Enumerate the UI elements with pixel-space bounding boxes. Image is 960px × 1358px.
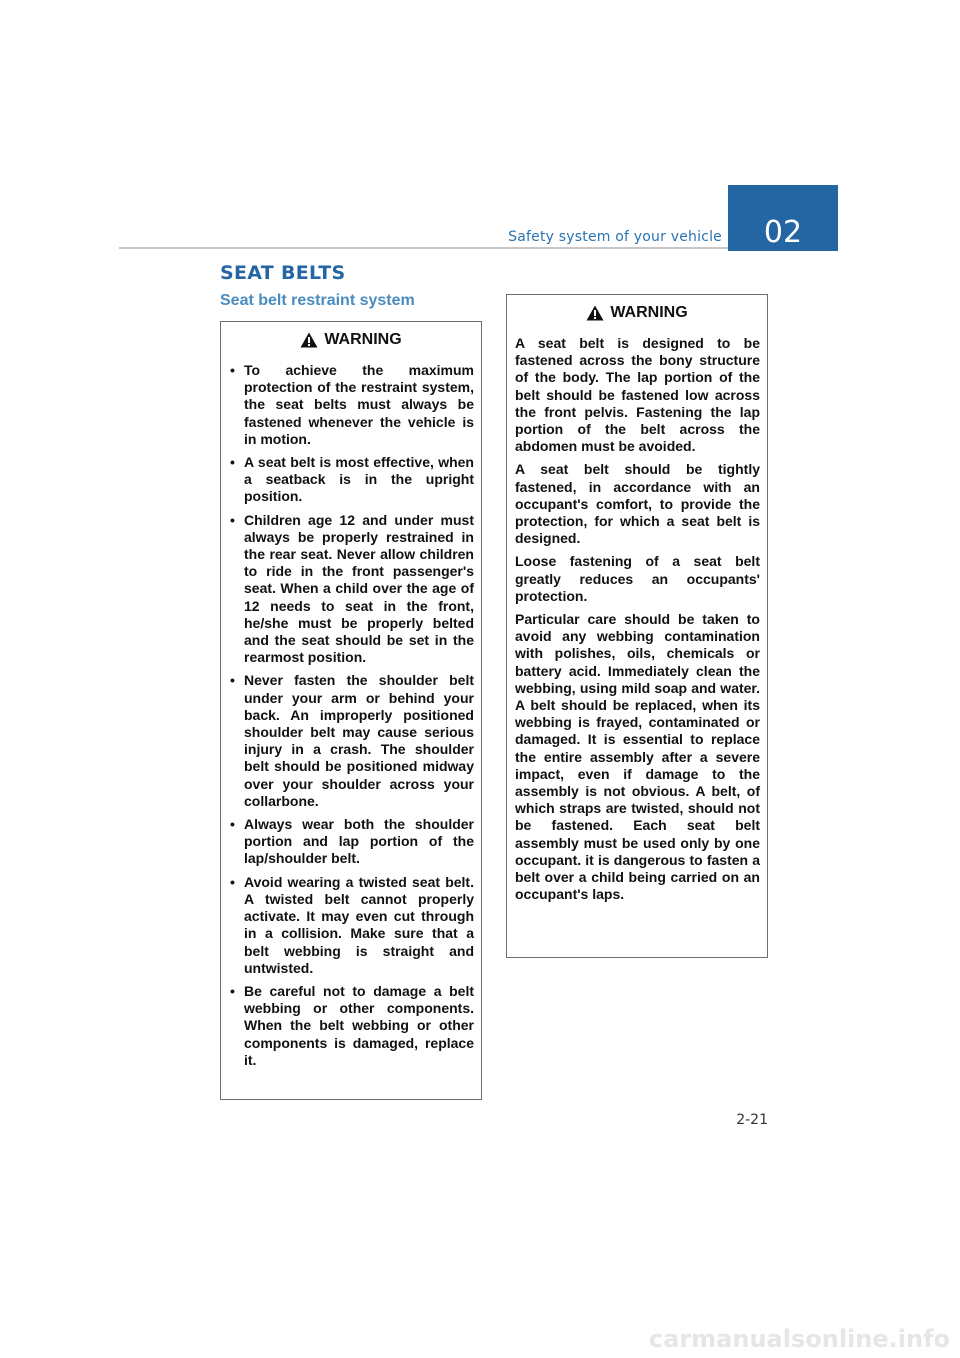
warning-paragraph: Particular care should be taken to avoid any webbing contamination with polishes, oils, chemicals or battery acid. Immediately clean the webbing, using mild soap and water. A belt should be replaced, when its webbing is frayed, contaminated or damaged. It is essential to replace the entire assembly after a severe impact, even if damage to the assembly is not obvious. A belt, of which straps are twisted, should not be fastened. Each seat belt assembly must be used only by one occupant. it is dangerous to fasten a belt over a child being carried on an occupant's laps. [515, 611, 760, 903]
warning-bullet-item [229, 983, 474, 1069]
warning-label: WARNING [610, 304, 688, 321]
warning-heading-left [221, 329, 481, 351]
chapter-number: 02 [763, 215, 803, 250]
warning-paragraph: Loose fastening of a seat belt greatly reduces an occupants' protection. [515, 553, 760, 604]
header-rule [119, 247, 729, 249]
bullet-text: Always wear both the shoulder portion and lap portion of the lap/shoulder belt. [244, 816, 474, 867]
warning-bullet-item [229, 512, 474, 667]
chapter-title: Safety system of your vehicle [508, 229, 722, 245]
bullet-text: Avoid wearing a twisted seat belt. A twisted belt cannot properly activate. It may even cut through in a collision. Make sure that a belt webbing is straight and untwisted. [244, 873, 474, 976]
warning-box-left [220, 321, 482, 1100]
page-number: 2-21 [736, 1112, 768, 1128]
warning-paragraph: A seat belt should be tightly fastened, in accordance with an occupant's comfort, to provide the protection, for which a seat belt is designed. [515, 461, 760, 547]
warning-bullet-item [229, 816, 474, 868]
bullet-text: To achieve the maximum protection of the restraint system, the seat belts must always be fastened whenever the vehicle is in motion. [244, 362, 474, 447]
warning-bullet-item [229, 874, 474, 977]
warning-paragraph: A seat belt is designed to be fastened across the bony structure of the body. The lap portion of the belt should be fastened low across the front pelvis. Fastening the lap portion of the belt across the abdomen must be avoided. [515, 335, 760, 455]
section-subtitle: Seat belt restraint system [220, 292, 415, 309]
warning-text-right [515, 335, 760, 910]
bullet-icon: • [230, 873, 235, 890]
warning-triangle-icon [586, 305, 604, 321]
section-title: SEAT BELTS [220, 262, 346, 284]
warning-list-left [229, 362, 474, 1075]
bullet-icon: • [230, 362, 235, 378]
warning-box-right [506, 294, 768, 958]
watermark: carmanualsonline.info [648, 1325, 950, 1353]
warning-bullet-item [229, 362, 474, 448]
bullet-text: Be careful not to damage a belt webbing or other components. When the belt webbing or other components is damaged, replace it. [244, 982, 474, 1068]
bullet-text: Children age 12 and under must always be properly restrained in the rear seat. Never allow children to ride in the front passenger's seat. When a child over the age of 12 needs to seat in the front, he/she must be properly belted and the seat should be set in the rearmost position. [244, 511, 474, 666]
bullet-icon: • [230, 672, 235, 689]
chapter-number-badge [728, 185, 838, 251]
bullet-icon: • [230, 511, 235, 528]
bullet-text: Never fasten the shoulder belt under your arm or behind your back. An improperly positioned shoulder belt may cause serious injury in a crash. The shoulder belt should be positioned midway over your shoulder across your collarbone. [244, 672, 474, 809]
warning-label: WARNING [324, 331, 402, 348]
bullet-icon: • [230, 982, 235, 999]
warning-bullet-item [229, 672, 474, 810]
warning-bullet-item [229, 454, 474, 506]
bullet-icon: • [230, 454, 235, 471]
warning-heading-right [507, 302, 767, 324]
bullet-text: A seat belt is most effective, when a seatback is in the upright position. [244, 454, 474, 505]
bullet-icon: • [230, 816, 235, 833]
warning-triangle-icon [300, 332, 318, 348]
